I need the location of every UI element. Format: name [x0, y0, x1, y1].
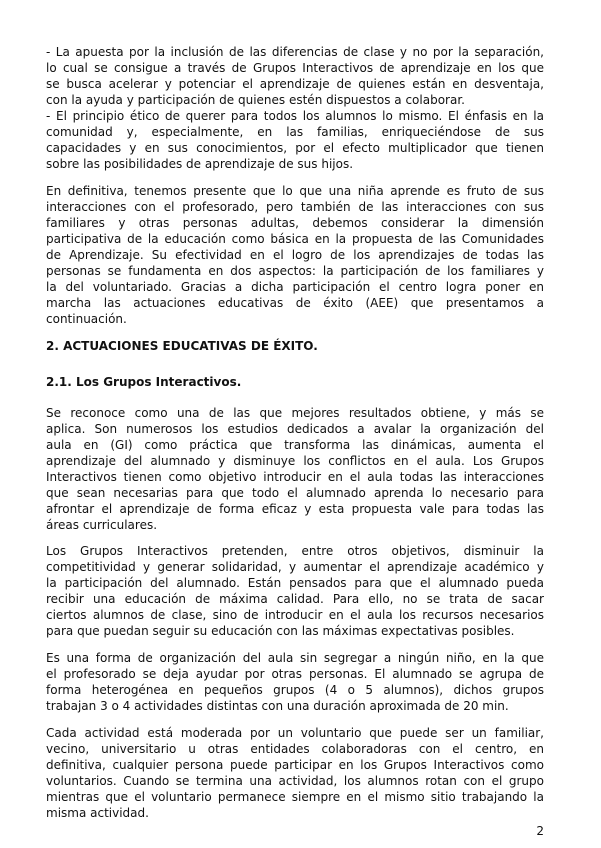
text-line: Se reconoce como una de las que mejores resultados obtiene, y más se: [46, 406, 544, 420]
text-line: lo cual se consigue a través de Grupos Interactivos de aprendizaje en los que: [46, 61, 544, 75]
text-line: - La apuesta por la inclusión de las diferencias de clase y no por la separación,: [46, 45, 544, 59]
text-line: aplica. Son numerosos los estudios dedicados a avalar la organización del: [46, 422, 544, 436]
text-line: recibir una educación de máxima calidad. Para ello, no se trata de sacar: [46, 592, 544, 606]
text-line: Los Grupos Interactivos pretenden, entre otros objetivos, disminuir la: [46, 544, 544, 558]
text-line: continuación.: [46, 312, 127, 326]
text-line: interacciones con el profesorado, pero también de las interacciones con sus: [46, 200, 544, 214]
paragraph-bullets: [46, 44, 544, 172]
text-line: sobre las posibilidades de aprendizaje de sus hijos.: [46, 157, 354, 171]
text-line: aprendizaje del alumnado y disminuye los conflictos en el aula. Los Grupos: [46, 454, 544, 468]
text-line: se busca acelerar y potenciar el aprendizaje de quienes están en desventaja,: [46, 77, 544, 91]
text-line: vecino, universitario u otras entidades colaboradoras con el centro, en: [46, 742, 544, 756]
text-line: misma actividad.: [46, 806, 149, 820]
text-line: la del voluntariado. Gracias a dicha participación el centro logra poner en: [46, 280, 544, 294]
text-line: Interactivos tienen como objetivo introducir en el aula todas las interacciones: [46, 470, 544, 484]
text-line: forma heterogénea en pequeños grupos (4 o 5 alumnos), dichos grupos: [46, 683, 544, 697]
text-line: el profesorado se deja ayudar por otras personas. El alumnado se agrupa de: [46, 667, 544, 681]
text-line: voluntarios. Cuando se termina una actividad, los alumnos rotan con el grupo: [46, 774, 544, 788]
text-line: que sean necesarias para que todo el alumnado aprenda lo necesario para: [46, 486, 544, 500]
text-line: familiares y otras personas adultas, debemos considerar la dimensión: [46, 216, 544, 230]
text-line: para que puedan seguir su educación con las máximas expectativas posibles.: [46, 624, 515, 638]
paragraph-pretenden: [46, 543, 544, 639]
text-line: marcha las actuaciones educativas de éxito (AEE) que presentamos a: [46, 296, 544, 310]
text-line: la participación del alumnado. Están pensados para que el alumnado pueda: [46, 576, 544, 590]
paragraph-cada: [46, 725, 544, 821]
paragraph-definitiva: [46, 183, 544, 327]
text-line: competitividad y generar solidaridad, y aumentar el aprendizaje académico y: [46, 560, 544, 574]
text-line: participativa de la educación como básica en la propuesta de las Comunidades: [46, 232, 544, 246]
text-line: áreas curriculares.: [46, 518, 158, 532]
text-line: personas se fundamenta en dos aspectos: la participación de los familiares y: [46, 264, 544, 278]
text-line: aula en (GI) como práctica que transforma las dinámicas, aumenta el: [46, 438, 544, 452]
text-line: comunidad y, especialmente, en las familias, enriqueciéndose de sus: [46, 125, 544, 139]
section-heading: [46, 338, 544, 354]
text-line: capacidades y en sus conocimientos, por el efecto multiplicador que tienen: [46, 141, 544, 155]
subsection-heading: [46, 374, 544, 390]
text-line: Cada actividad está moderada por un voluntario que puede ser un familiar,: [46, 726, 544, 740]
text-line: de Aprendizaje. Su efectividad en el logro de los aprendizajes de todas las: [46, 248, 544, 262]
text-line: Es una forma de organización del aula sin segregar a ningún niño, en la que: [46, 651, 544, 665]
text-line: ciertos alumnos de clase, sino de introducir en el aula los recursos necesarios: [46, 608, 544, 622]
paragraph-forma: [46, 650, 544, 714]
text-line: En definitiva, tenemos presente que lo que una niña aprende es fruto de sus: [46, 184, 544, 198]
page-number: 2: [536, 824, 544, 838]
text-line: trabajan 3 o 4 actividades distintas con una duración aproximada de 20 min.: [46, 699, 509, 713]
paragraph-reconoce: [46, 405, 544, 533]
text-line: definitiva, cualquier persona puede participar en los Grupos Interactivos como: [46, 758, 544, 772]
section-title: 2. ACTUACIONES EDUCATIVAS DE ÉXITO.: [46, 339, 318, 353]
text-line: - El principio ético de querer para todos los alumnos lo mismo. El énfasis en la: [46, 109, 544, 123]
subsection-title: 2.1. Los Grupos Interactivos.: [46, 375, 242, 389]
text-line: afrontar el aprendizaje de forma eficaz y esta propuesta vale para todas las: [46, 502, 544, 516]
text-line: con la ayuda y participación de quienes estén dispuestos a colaborar.: [46, 93, 465, 107]
text-line: mientras que el voluntario permanece siempre en el mismo sitio trabajando la: [46, 790, 544, 804]
